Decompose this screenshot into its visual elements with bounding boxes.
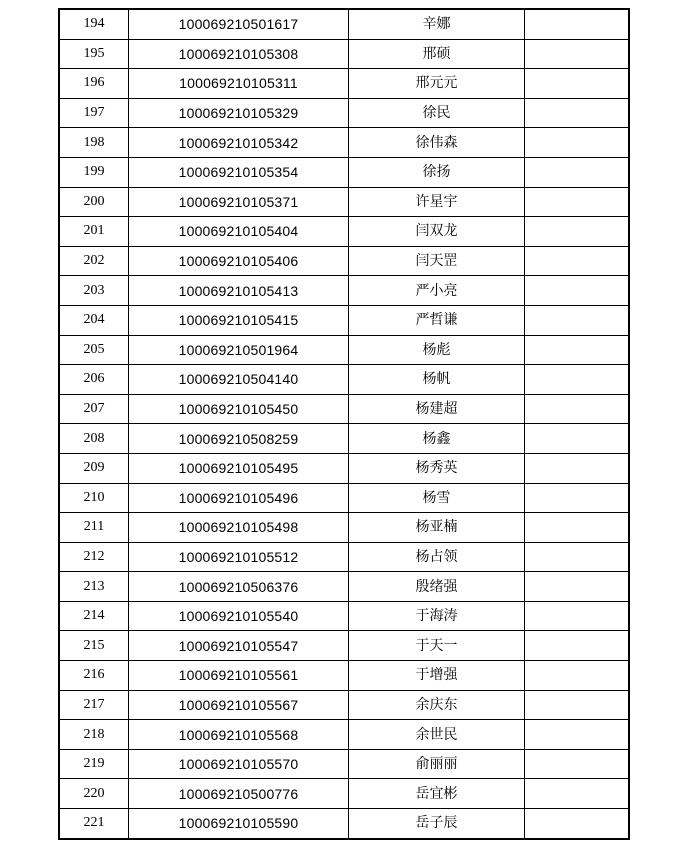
id-number-cell: 100069210506376 (129, 572, 349, 602)
remark-cell (525, 365, 630, 395)
remark-cell (525, 720, 630, 750)
table-row (59, 424, 629, 454)
roster-table (58, 8, 630, 840)
roster-table-body (59, 9, 629, 839)
table-row (59, 365, 629, 395)
table-row (59, 513, 629, 543)
table-row (59, 779, 629, 809)
name-cell: 于海涛 (349, 601, 525, 631)
id-number-cell: 100069210105406 (129, 246, 349, 276)
remark-cell (525, 661, 630, 691)
table-row (59, 572, 629, 602)
row-number-cell: 207 (59, 394, 129, 424)
id-number-cell: 100069210500776 (129, 779, 349, 809)
remark-cell (525, 276, 630, 306)
name-cell: 岳宜彬 (349, 779, 525, 809)
row-number-cell: 208 (59, 424, 129, 454)
row-number-cell: 211 (59, 513, 129, 543)
remark-cell (525, 394, 630, 424)
remark-cell (525, 690, 630, 720)
table-row (59, 98, 629, 128)
name-cell: 杨建超 (349, 394, 525, 424)
name-cell: 邢硕 (349, 39, 525, 69)
remark-cell (525, 217, 630, 247)
table-row (59, 69, 629, 99)
id-number-cell: 100069210105570 (129, 749, 349, 779)
table-row (59, 276, 629, 306)
row-number-cell: 195 (59, 39, 129, 69)
name-cell: 闫双龙 (349, 217, 525, 247)
id-number-cell: 100069210105561 (129, 661, 349, 691)
name-cell: 殷绪强 (349, 572, 525, 602)
remark-cell (525, 542, 630, 572)
row-number-cell: 213 (59, 572, 129, 602)
remark-cell (525, 305, 630, 335)
id-number-cell: 100069210105415 (129, 305, 349, 335)
table-row (59, 809, 629, 839)
id-number-cell: 100069210105540 (129, 601, 349, 631)
table-row (59, 453, 629, 483)
name-cell: 岳子辰 (349, 809, 525, 839)
remark-cell (525, 631, 630, 661)
row-number-cell: 206 (59, 365, 129, 395)
name-cell: 邢元元 (349, 69, 525, 99)
name-cell: 杨秀英 (349, 453, 525, 483)
id-number-cell: 100069210501617 (129, 9, 349, 39)
name-cell: 许星宇 (349, 187, 525, 217)
id-number-cell: 100069210508259 (129, 424, 349, 454)
row-number-cell: 215 (59, 631, 129, 661)
remark-cell (525, 69, 630, 99)
id-number-cell: 100069210105547 (129, 631, 349, 661)
row-number-cell: 204 (59, 305, 129, 335)
name-cell: 徐民 (349, 98, 525, 128)
name-cell: 余世民 (349, 720, 525, 750)
remark-cell (525, 98, 630, 128)
remark-cell (525, 513, 630, 543)
row-number-cell: 220 (59, 779, 129, 809)
id-number-cell: 100069210105498 (129, 513, 349, 543)
id-number-cell: 100069210105371 (129, 187, 349, 217)
name-cell: 徐伟森 (349, 128, 525, 158)
remark-cell (525, 335, 630, 365)
row-number-cell: 197 (59, 98, 129, 128)
remark-cell (525, 779, 630, 809)
remark-cell (525, 749, 630, 779)
name-cell: 于天一 (349, 631, 525, 661)
row-number-cell: 205 (59, 335, 129, 365)
name-cell: 闫天罡 (349, 246, 525, 276)
id-number-cell: 100069210504140 (129, 365, 349, 395)
name-cell: 杨鑫 (349, 424, 525, 454)
table-row (59, 631, 629, 661)
remark-cell (525, 572, 630, 602)
name-cell: 杨彪 (349, 335, 525, 365)
id-number-cell: 100069210105354 (129, 157, 349, 187)
id-number-cell: 100069210105329 (129, 98, 349, 128)
table-row (59, 542, 629, 572)
row-number-cell: 198 (59, 128, 129, 158)
row-number-cell: 199 (59, 157, 129, 187)
id-number-cell: 100069210105567 (129, 690, 349, 720)
id-number-cell: 100069210105342 (129, 128, 349, 158)
id-number-cell: 100069210105496 (129, 483, 349, 513)
row-number-cell: 212 (59, 542, 129, 572)
remark-cell (525, 128, 630, 158)
id-number-cell: 100069210105413 (129, 276, 349, 306)
name-cell: 辛娜 (349, 9, 525, 39)
row-number-cell: 210 (59, 483, 129, 513)
row-number-cell: 203 (59, 276, 129, 306)
name-cell: 俞丽丽 (349, 749, 525, 779)
remark-cell (525, 424, 630, 454)
name-cell: 严哲谦 (349, 305, 525, 335)
row-number-cell: 201 (59, 217, 129, 247)
table-row (59, 335, 629, 365)
remark-cell (525, 39, 630, 69)
row-number-cell: 219 (59, 749, 129, 779)
row-number-cell: 194 (59, 9, 129, 39)
name-cell: 于增强 (349, 661, 525, 691)
name-cell: 徐扬 (349, 157, 525, 187)
name-cell: 杨雪 (349, 483, 525, 513)
remark-cell (525, 187, 630, 217)
remark-cell (525, 601, 630, 631)
table-row (59, 187, 629, 217)
row-number-cell: 217 (59, 690, 129, 720)
name-cell: 余庆东 (349, 690, 525, 720)
remark-cell (525, 483, 630, 513)
name-cell: 杨占领 (349, 542, 525, 572)
remark-cell (525, 157, 630, 187)
id-number-cell: 100069210105450 (129, 394, 349, 424)
table-row (59, 661, 629, 691)
table-row (59, 483, 629, 513)
table-row (59, 690, 629, 720)
table-row (59, 128, 629, 158)
row-number-cell: 200 (59, 187, 129, 217)
id-number-cell: 100069210105568 (129, 720, 349, 750)
table-row (59, 601, 629, 631)
table-row (59, 246, 629, 276)
id-number-cell: 100069210105308 (129, 39, 349, 69)
name-cell: 杨亚楠 (349, 513, 525, 543)
name-cell: 杨帆 (349, 365, 525, 395)
row-number-cell: 214 (59, 601, 129, 631)
id-number-cell: 100069210105590 (129, 809, 349, 839)
id-number-cell: 100069210105512 (129, 542, 349, 572)
remark-cell (525, 9, 630, 39)
id-number-cell: 100069210105404 (129, 217, 349, 247)
remark-cell (525, 246, 630, 276)
row-number-cell: 221 (59, 809, 129, 839)
id-number-cell: 100069210501964 (129, 335, 349, 365)
table-row (59, 9, 629, 39)
table-row (59, 39, 629, 69)
table-row (59, 720, 629, 750)
row-number-cell: 202 (59, 246, 129, 276)
name-cell: 严小亮 (349, 276, 525, 306)
remark-cell (525, 453, 630, 483)
table-row (59, 157, 629, 187)
row-number-cell: 196 (59, 69, 129, 99)
row-number-cell: 209 (59, 453, 129, 483)
table-row (59, 749, 629, 779)
row-number-cell: 216 (59, 661, 129, 691)
table-row (59, 305, 629, 335)
table-row (59, 394, 629, 424)
table-row (59, 217, 629, 247)
id-number-cell: 100069210105495 (129, 453, 349, 483)
row-number-cell: 218 (59, 720, 129, 750)
id-number-cell: 100069210105311 (129, 69, 349, 99)
remark-cell (525, 809, 630, 839)
